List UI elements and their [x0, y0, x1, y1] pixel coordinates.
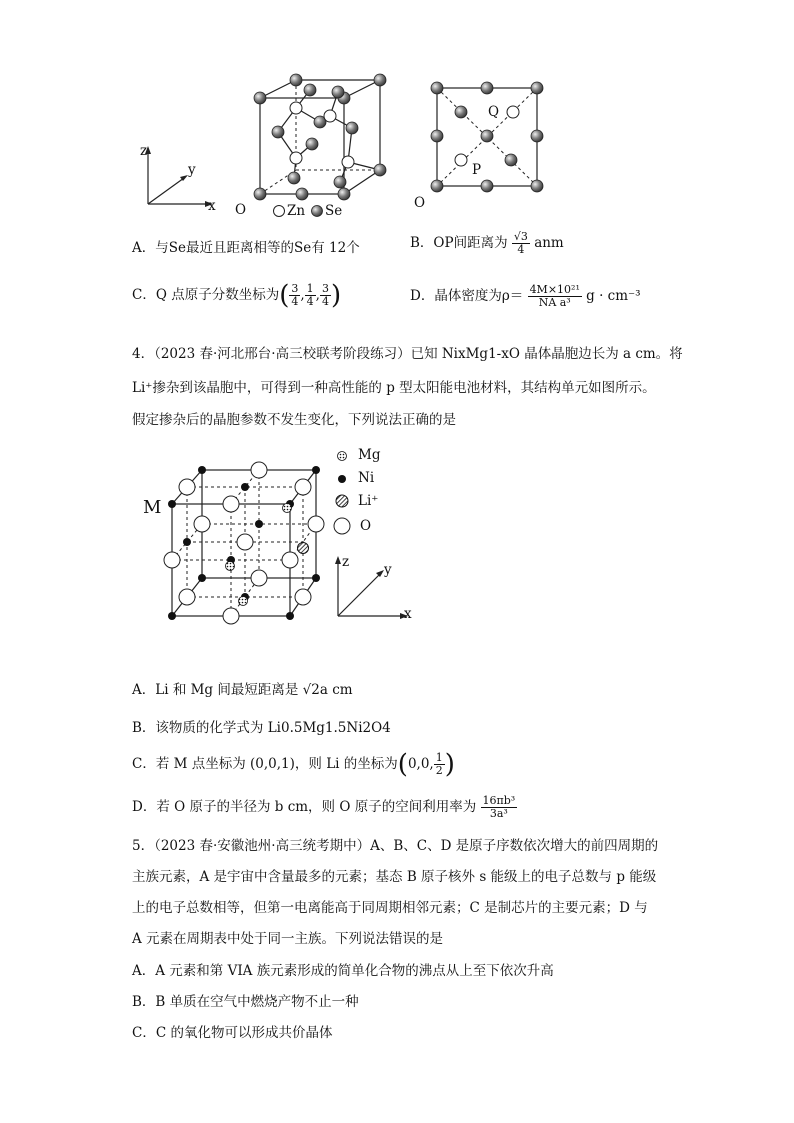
- q3-option-a: A．与Se最近且距离相等的Se有 12个: [132, 240, 360, 256]
- q5-option-a: A．A 元素和第 VIA 族元素形成的简单化合物的沸点从上至下依次升高: [132, 963, 554, 979]
- zinc-blende-cell: [250, 70, 400, 210]
- doped-crystal-cell: [160, 460, 330, 630]
- q3-option-b-unit: anm: [534, 235, 564, 251]
- q3-legend-zn: Zn: [287, 203, 306, 219]
- q3-axis-z: z: [140, 143, 148, 159]
- q3-option-d: D．晶体密度为ρ＝ $\frac{\text{4M×10²¹}}{\text{NA a³}}$ g · cm⁻³: [410, 283, 641, 309]
- q4-option-c: C．若 M 点坐标为 (0,0,1)，则 Li 的坐标为(0,0, $\frac{1}{2}$ ): [132, 749, 455, 780]
- q4-stem-line-2: Li⁺掺杂到该晶胞中，可得到一种高性能的 p 型太阳能电池材料，其结构单元如图所示。: [132, 380, 656, 396]
- square-origin-label: O: [414, 195, 426, 211]
- q4-stem-line-1: 4．（2023 春·河北邢台·高三校联考阶段练习）已知 NixMg1-xO 晶体晶胞边长为 a cm。将: [132, 346, 683, 362]
- q5-option-b: B．B 单质在空气中燃烧产物不止一种: [132, 994, 359, 1010]
- q4-axis-y: y: [384, 562, 392, 578]
- label-q: Q: [488, 104, 500, 120]
- legend-mg-marker: [336, 450, 348, 462]
- legend-li: Li⁺: [358, 493, 379, 509]
- q5-line-4: A 元素在周期表中处于同一主族。下列说法错误的是: [132, 931, 444, 947]
- q5-line-3: 上的电子总数相等，但第一电离能高于同周期相邻元素；C 是制芯片的主要元素；D 与: [132, 900, 648, 916]
- q3-origin-label: O: [235, 202, 247, 218]
- q4-axis-x: x: [404, 606, 412, 622]
- q3-axis-y: y: [188, 162, 196, 178]
- legend-o-marker: [332, 516, 352, 536]
- q3-option-b: [410, 231, 564, 256]
- q3-option-b-text: B．OP间距离为: [410, 235, 508, 251]
- legend-li-marker: [334, 493, 350, 509]
- q4-option-a: A．Li 和 Mg 间最短距离是 √2a cm: [132, 682, 353, 698]
- q3-legend-se-marker: [310, 204, 324, 218]
- label-m: M: [143, 497, 162, 518]
- q3-legend-se: Se: [325, 203, 343, 219]
- legend-o: O: [360, 518, 372, 534]
- label-p: P: [472, 162, 482, 178]
- legend-ni: Ni: [358, 470, 375, 486]
- legend-ni-marker: [336, 473, 348, 485]
- q5-option-c: C．C 的氧化物可以形成共价晶体: [132, 1025, 333, 1041]
- q3-option-c: C．Q 点原子分数坐标为( $\frac{3}{4}$ , $\frac{1}{4}$ , $\frac{3}{4}$ ): [132, 280, 342, 311]
- density-fraction: $\frac{\text{4M×10²¹}}{\text{NA a³}}$: [529, 283, 580, 309]
- q4-option-b: B．该物质的化学式为 Li0.5Mg1.5Ni2O4: [132, 720, 391, 736]
- q5-line-1: 5．（2023 春·安徽池州·高三统考期中）A、B、C、D 是原子序数依次增大的前四周期的: [132, 838, 659, 854]
- legend-mg: Mg: [358, 447, 381, 463]
- q3-axis-x: x: [208, 198, 216, 214]
- q4-axis-z: z: [342, 554, 350, 570]
- q3-legend-zn-marker: [272, 204, 286, 218]
- projection-square: [425, 80, 550, 200]
- q5-line-2: 主族元素，A 是宇宙中含量最多的元素；基态 B 原子核外 s 能级上的电子总数与 p 能级: [132, 869, 657, 885]
- packing-fraction: $\frac{\text{16πb³}}{\text{3a³}}$: [482, 794, 516, 820]
- q4-stem-line-3: 假定掺杂后的晶胞参数不发生变化，下列说法正确的是: [132, 412, 456, 428]
- q3-option-b-fraction: $\frac{√3}{4}$: [513, 230, 528, 256]
- q4-option-d: D．若 O 原子的半径为 b cm，则 O 原子的空间利用率为 $\frac{\text{16πb³}}{\text{3a³}}$: [132, 794, 516, 820]
